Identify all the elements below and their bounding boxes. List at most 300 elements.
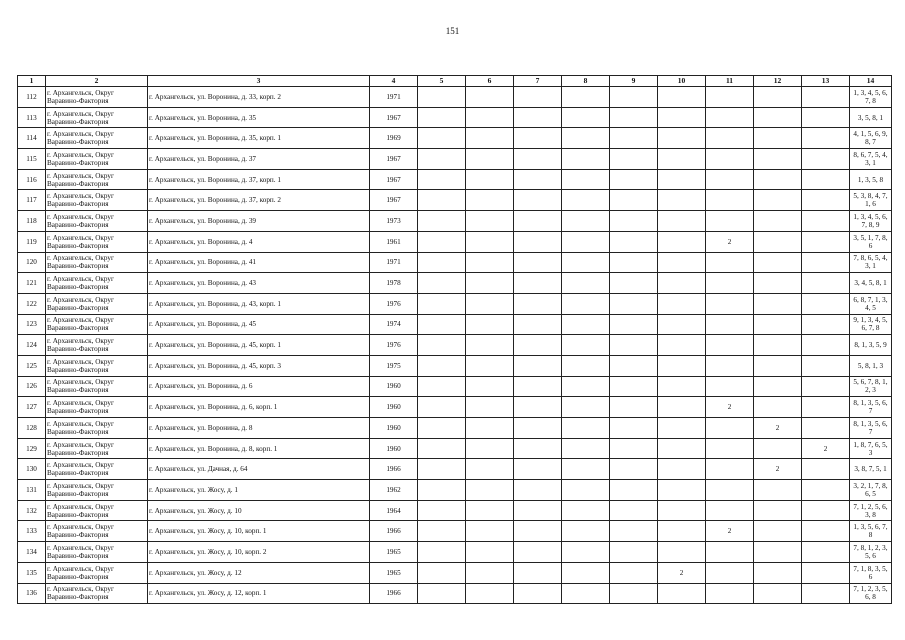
table-row: [18, 521, 892, 542]
row-number: 124: [18, 335, 46, 356]
codes-cell: 8, 1, 3, 5, 9: [850, 335, 892, 356]
col5-cell: [418, 293, 466, 314]
col5-cell: [418, 438, 466, 459]
row-number: 134: [18, 542, 46, 563]
table-body: [18, 87, 892, 604]
col9-cell: [610, 314, 658, 335]
col6-cell: [466, 500, 514, 521]
address-cell: г. Архангельск, ул. Жосу, д. 1: [148, 480, 370, 501]
col10-cell: [658, 500, 706, 521]
year-cell: 1976: [370, 335, 418, 356]
col12-cell: [754, 231, 802, 252]
col6-cell: [466, 252, 514, 273]
table-row: [18, 314, 892, 335]
col5-cell: [418, 252, 466, 273]
year-cell: 1965: [370, 542, 418, 563]
year-cell: 1971: [370, 87, 418, 108]
row-number: 133: [18, 521, 46, 542]
col7-cell: [514, 542, 562, 563]
col13-cell: [802, 459, 850, 480]
column-header-9: 9: [610, 76, 658, 87]
col10-cell: [658, 542, 706, 563]
col12-cell: 2: [754, 459, 802, 480]
district-cell: г. Архангельск, Округ Варавино-Фактория: [46, 480, 148, 501]
col12-cell: [754, 376, 802, 397]
table-row: [18, 376, 892, 397]
col13-cell: [802, 583, 850, 604]
col5-cell: [418, 418, 466, 439]
codes-cell: 7, 8, 1, 2, 3, 5, 6: [850, 542, 892, 563]
col7-cell: [514, 438, 562, 459]
col7-cell: [514, 562, 562, 583]
col10-cell: [658, 583, 706, 604]
address-cell: г. Архангельск, ул. Дачная, д. 64: [148, 459, 370, 480]
col7-cell: [514, 500, 562, 521]
table-row: [18, 273, 892, 294]
col7-cell: [514, 87, 562, 108]
col12-cell: [754, 335, 802, 356]
codes-cell: 3, 4, 5, 8, 1: [850, 273, 892, 294]
column-header-11: 11: [706, 76, 754, 87]
col6-cell: [466, 562, 514, 583]
col13-cell: [802, 418, 850, 439]
codes-cell: 8, 6, 7, 5, 4, 3, 1: [850, 149, 892, 170]
district-cell: г. Архангельск, Округ Варавино-Фактория: [46, 273, 148, 294]
district-cell: г. Архангельск, Округ Варавино-Фактория: [46, 190, 148, 211]
col7-cell: [514, 314, 562, 335]
col12-cell: [754, 480, 802, 501]
district-cell: г. Архангельск, Округ Варавино-Фактория: [46, 376, 148, 397]
col12-cell: [754, 87, 802, 108]
col5-cell: [418, 149, 466, 170]
col10-cell: [658, 459, 706, 480]
col11-cell: [706, 149, 754, 170]
col6-cell: [466, 211, 514, 232]
row-number: 114: [18, 128, 46, 149]
codes-cell: 8, 1, 3, 5, 6, 7: [850, 397, 892, 418]
col6-cell: [466, 542, 514, 563]
address-cell: г. Архангельск, ул. Жосу, д. 10, корп. 2: [148, 542, 370, 563]
col8-cell: [562, 273, 610, 294]
col6-cell: [466, 355, 514, 376]
col6-cell: [466, 480, 514, 501]
column-header-8: 8: [562, 76, 610, 87]
codes-cell: 1, 8, 7, 6, 5, 3: [850, 438, 892, 459]
district-cell: г. Архангельск, Округ Варавино-Фактория: [46, 149, 148, 170]
col8-cell: [562, 480, 610, 501]
col12-cell: [754, 190, 802, 211]
col7-cell: [514, 355, 562, 376]
table-row: [18, 500, 892, 521]
col7-cell: [514, 335, 562, 356]
col8-cell: [562, 335, 610, 356]
address-cell: г. Архангельск, ул. Воронина, д. 8: [148, 418, 370, 439]
col11-cell: [706, 355, 754, 376]
col12-cell: 2: [754, 418, 802, 439]
codes-cell: 1, 3, 4, 5, 6, 7, 8: [850, 87, 892, 108]
col8-cell: [562, 542, 610, 563]
col12-cell: [754, 562, 802, 583]
table-row: [18, 583, 892, 604]
col12-cell: [754, 293, 802, 314]
col5-cell: [418, 480, 466, 501]
col8-cell: [562, 128, 610, 149]
col13-cell: [802, 211, 850, 232]
col10-cell: [658, 169, 706, 190]
col13-cell: [802, 169, 850, 190]
col9-cell: [610, 521, 658, 542]
codes-cell: 7, 1, 2, 5, 6, 3, 8: [850, 500, 892, 521]
col9-cell: [610, 335, 658, 356]
codes-cell: 4, 1, 5, 6, 9, 8, 7: [850, 128, 892, 149]
row-number: 131: [18, 480, 46, 501]
col11-cell: 2: [706, 231, 754, 252]
row-number: 118: [18, 211, 46, 232]
col13-cell: [802, 314, 850, 335]
codes-cell: 3, 8, 7, 5, 1: [850, 459, 892, 480]
row-number: 115: [18, 149, 46, 170]
col9-cell: [610, 583, 658, 604]
district-cell: г. Архангельск, Округ Варавино-Фактория: [46, 293, 148, 314]
codes-cell: 1, 3, 4, 5, 6, 7, 8, 9: [850, 211, 892, 232]
col12-cell: [754, 314, 802, 335]
col5-cell: [418, 107, 466, 128]
address-cell: г. Архангельск, ул. Воронина, д. 8, корп. 1: [148, 438, 370, 459]
district-cell: г. Архангельск, Округ Варавино-Фактория: [46, 128, 148, 149]
column-header-13: 13: [802, 76, 850, 87]
col5-cell: [418, 231, 466, 252]
col10-cell: [658, 273, 706, 294]
col6-cell: [466, 190, 514, 211]
codes-cell: 5, 8, 1, 3: [850, 355, 892, 376]
col6-cell: [466, 438, 514, 459]
col7-cell: [514, 583, 562, 604]
column-header-12: 12: [754, 76, 802, 87]
col8-cell: [562, 418, 610, 439]
row-number: 136: [18, 583, 46, 604]
col13-cell: [802, 273, 850, 294]
col12-cell: [754, 169, 802, 190]
col7-cell: [514, 418, 562, 439]
col8-cell: [562, 107, 610, 128]
col13-cell: [802, 293, 850, 314]
col8-cell: [562, 87, 610, 108]
col9-cell: [610, 128, 658, 149]
col5-cell: [418, 355, 466, 376]
col12-cell: [754, 149, 802, 170]
col10-cell: [658, 293, 706, 314]
column-header-10: 10: [658, 76, 706, 87]
col11-cell: [706, 107, 754, 128]
col6-cell: [466, 521, 514, 542]
table-row: [18, 211, 892, 232]
col5-cell: [418, 169, 466, 190]
row-number: 126: [18, 376, 46, 397]
year-cell: 1976: [370, 293, 418, 314]
col13-cell: [802, 335, 850, 356]
col13-cell: [802, 562, 850, 583]
row-number: 117: [18, 190, 46, 211]
col10-cell: 2: [658, 562, 706, 583]
address-cell: г. Архангельск, ул. Воронина, д. 33, корп. 2: [148, 87, 370, 108]
col12-cell: [754, 252, 802, 273]
col12-cell: [754, 397, 802, 418]
col11-cell: 2: [706, 397, 754, 418]
col7-cell: [514, 521, 562, 542]
col12-cell: [754, 542, 802, 563]
district-cell: г. Архангельск, Округ Варавино-Фактория: [46, 583, 148, 604]
district-cell: г. Архангельск, Округ Варавино-Фактория: [46, 87, 148, 108]
year-cell: 1967: [370, 169, 418, 190]
col8-cell: [562, 397, 610, 418]
col13-cell: [802, 521, 850, 542]
codes-cell: 1, 3, 5, 6, 7, 8: [850, 521, 892, 542]
col11-cell: 2: [706, 521, 754, 542]
col13-cell: [802, 107, 850, 128]
col9-cell: [610, 397, 658, 418]
col9-cell: [610, 190, 658, 211]
column-header-1: 1: [18, 76, 46, 87]
address-cell: г. Архангельск, ул. Воронина, д. 45: [148, 314, 370, 335]
col12-cell: [754, 128, 802, 149]
col9-cell: [610, 500, 658, 521]
table-row: [18, 128, 892, 149]
col7-cell: [514, 397, 562, 418]
col11-cell: [706, 314, 754, 335]
address-cell: г. Архангельск, ул. Воронина, д. 37: [148, 149, 370, 170]
col13-cell: [802, 355, 850, 376]
col8-cell: [562, 438, 610, 459]
col9-cell: [610, 376, 658, 397]
col7-cell: [514, 459, 562, 480]
column-header-6: 6: [466, 76, 514, 87]
col10-cell: [658, 211, 706, 232]
col6-cell: [466, 128, 514, 149]
address-cell: г. Архангельск, ул. Жосу, д. 10: [148, 500, 370, 521]
col5-cell: [418, 87, 466, 108]
year-cell: 1978: [370, 273, 418, 294]
year-cell: 1960: [370, 397, 418, 418]
address-cell: г. Архангельск, ул. Воронина, д. 45, корп. 3: [148, 355, 370, 376]
col7-cell: [514, 273, 562, 294]
col5-cell: [418, 583, 466, 604]
table-row: [18, 438, 892, 459]
col8-cell: [562, 231, 610, 252]
table-row: [18, 542, 892, 563]
col8-cell: [562, 459, 610, 480]
col9-cell: [610, 211, 658, 232]
col10-cell: [658, 252, 706, 273]
table-row: [18, 355, 892, 376]
col13-cell: [802, 252, 850, 273]
codes-cell: 5, 6, 7, 8, 1, 2, 3: [850, 376, 892, 397]
table-row: [18, 335, 892, 356]
col11-cell: [706, 211, 754, 232]
address-cell: г. Архангельск, ул. Воронина, д. 4: [148, 231, 370, 252]
col7-cell: [514, 252, 562, 273]
col5-cell: [418, 500, 466, 521]
col9-cell: [610, 562, 658, 583]
row-number: 128: [18, 418, 46, 439]
col8-cell: [562, 252, 610, 273]
col5-cell: [418, 314, 466, 335]
col8-cell: [562, 562, 610, 583]
col8-cell: [562, 376, 610, 397]
year-cell: 1973: [370, 211, 418, 232]
year-cell: 1967: [370, 107, 418, 128]
district-cell: г. Архангельск, Округ Варавино-Фактория: [46, 562, 148, 583]
codes-cell: 3, 5, 1, 7, 8, 6: [850, 231, 892, 252]
table-row: [18, 190, 892, 211]
year-cell: 1965: [370, 562, 418, 583]
district-cell: г. Архангельск, Округ Варавино-Фактория: [46, 542, 148, 563]
table-row: [18, 169, 892, 190]
col10-cell: [658, 335, 706, 356]
col9-cell: [610, 169, 658, 190]
year-cell: 1971: [370, 252, 418, 273]
address-cell: г. Архангельск, ул. Воронина, д. 43, корп. 1: [148, 293, 370, 314]
year-cell: 1962: [370, 480, 418, 501]
col11-cell: [706, 480, 754, 501]
col12-cell: [754, 500, 802, 521]
row-number: 113: [18, 107, 46, 128]
col7-cell: [514, 107, 562, 128]
address-cell: г. Архангельск, ул. Воронина, д. 6, корп. 1: [148, 397, 370, 418]
col9-cell: [610, 355, 658, 376]
codes-cell: 5, 3, 8, 4, 7, 1, 6: [850, 190, 892, 211]
table-row: [18, 562, 892, 583]
col8-cell: [562, 521, 610, 542]
row-number: 120: [18, 252, 46, 273]
col13-cell: [802, 190, 850, 211]
address-cell: г. Архангельск, ул. Воронина, д. 45, корп. 1: [148, 335, 370, 356]
col9-cell: [610, 542, 658, 563]
col5-cell: [418, 459, 466, 480]
housing-register-table: [17, 75, 892, 604]
col5-cell: [418, 542, 466, 563]
col10-cell: [658, 521, 706, 542]
column-header-4: 4: [370, 76, 418, 87]
col6-cell: [466, 583, 514, 604]
year-cell: 1961: [370, 231, 418, 252]
col6-cell: [466, 149, 514, 170]
col11-cell: [706, 438, 754, 459]
col8-cell: [562, 500, 610, 521]
col11-cell: [706, 87, 754, 108]
year-cell: 1960: [370, 418, 418, 439]
address-cell: г. Архангельск, ул. Воронина, д. 6: [148, 376, 370, 397]
col6-cell: [466, 231, 514, 252]
col8-cell: [562, 355, 610, 376]
address-cell: г. Архангельск, ул. Жосу, д. 10, корп. 1: [148, 521, 370, 542]
year-cell: 1967: [370, 149, 418, 170]
col11-cell: [706, 418, 754, 439]
row-number: 119: [18, 231, 46, 252]
year-cell: 1966: [370, 521, 418, 542]
year-cell: 1969: [370, 128, 418, 149]
col6-cell: [466, 273, 514, 294]
table-row: [18, 480, 892, 501]
codes-cell: 9, 1, 3, 4, 5, 6, 7, 8: [850, 314, 892, 335]
col12-cell: [754, 211, 802, 232]
col11-cell: [706, 562, 754, 583]
col8-cell: [562, 293, 610, 314]
col6-cell: [466, 459, 514, 480]
col5-cell: [418, 128, 466, 149]
col11-cell: [706, 335, 754, 356]
col11-cell: [706, 169, 754, 190]
column-header-3: 3: [148, 76, 370, 87]
col12-cell: [754, 355, 802, 376]
col8-cell: [562, 169, 610, 190]
year-cell: 1960: [370, 376, 418, 397]
address-cell: г. Архангельск, ул. Воронина, д. 39: [148, 211, 370, 232]
col6-cell: [466, 107, 514, 128]
table-row: [18, 459, 892, 480]
row-number: 127: [18, 397, 46, 418]
codes-cell: 7, 1, 8, 3, 5, 6: [850, 562, 892, 583]
column-header-5: 5: [418, 76, 466, 87]
col6-cell: [466, 314, 514, 335]
col7-cell: [514, 190, 562, 211]
table-row: [18, 107, 892, 128]
col7-cell: [514, 480, 562, 501]
codes-cell: 8, 1, 3, 5, 6, 7: [850, 418, 892, 439]
col5-cell: [418, 376, 466, 397]
col9-cell: [610, 231, 658, 252]
col12-cell: [754, 583, 802, 604]
row-number: 129: [18, 438, 46, 459]
codes-cell: 1, 3, 5, 8: [850, 169, 892, 190]
row-number: 121: [18, 273, 46, 294]
col11-cell: [706, 273, 754, 294]
col11-cell: [706, 542, 754, 563]
district-cell: г. Архангельск, Округ Варавино-Фактория: [46, 252, 148, 273]
col6-cell: [466, 87, 514, 108]
col13-cell: [802, 149, 850, 170]
col13-cell: [802, 231, 850, 252]
district-cell: г. Архангельск, Округ Варавино-Фактория: [46, 335, 148, 356]
year-cell: 1967: [370, 190, 418, 211]
col5-cell: [418, 397, 466, 418]
col7-cell: [514, 376, 562, 397]
col9-cell: [610, 87, 658, 108]
district-cell: г. Архангельск, Округ Варавино-Фактория: [46, 521, 148, 542]
col9-cell: [610, 149, 658, 170]
col10-cell: [658, 149, 706, 170]
col13-cell: [802, 87, 850, 108]
col10-cell: [658, 87, 706, 108]
col10-cell: [658, 376, 706, 397]
row-number: 132: [18, 500, 46, 521]
col10-cell: [658, 397, 706, 418]
col10-cell: [658, 190, 706, 211]
col5-cell: [418, 562, 466, 583]
col9-cell: [610, 418, 658, 439]
col5-cell: [418, 273, 466, 294]
year-cell: 1975: [370, 355, 418, 376]
col6-cell: [466, 418, 514, 439]
col10-cell: [658, 128, 706, 149]
column-header-7: 7: [514, 76, 562, 87]
col7-cell: [514, 149, 562, 170]
codes-cell: 7, 8, 6, 5, 4, 3, 1: [850, 252, 892, 273]
district-cell: г. Архангельск, Округ Варавино-Фактория: [46, 169, 148, 190]
table-row: [18, 397, 892, 418]
table-row: [18, 87, 892, 108]
col6-cell: [466, 335, 514, 356]
col6-cell: [466, 169, 514, 190]
